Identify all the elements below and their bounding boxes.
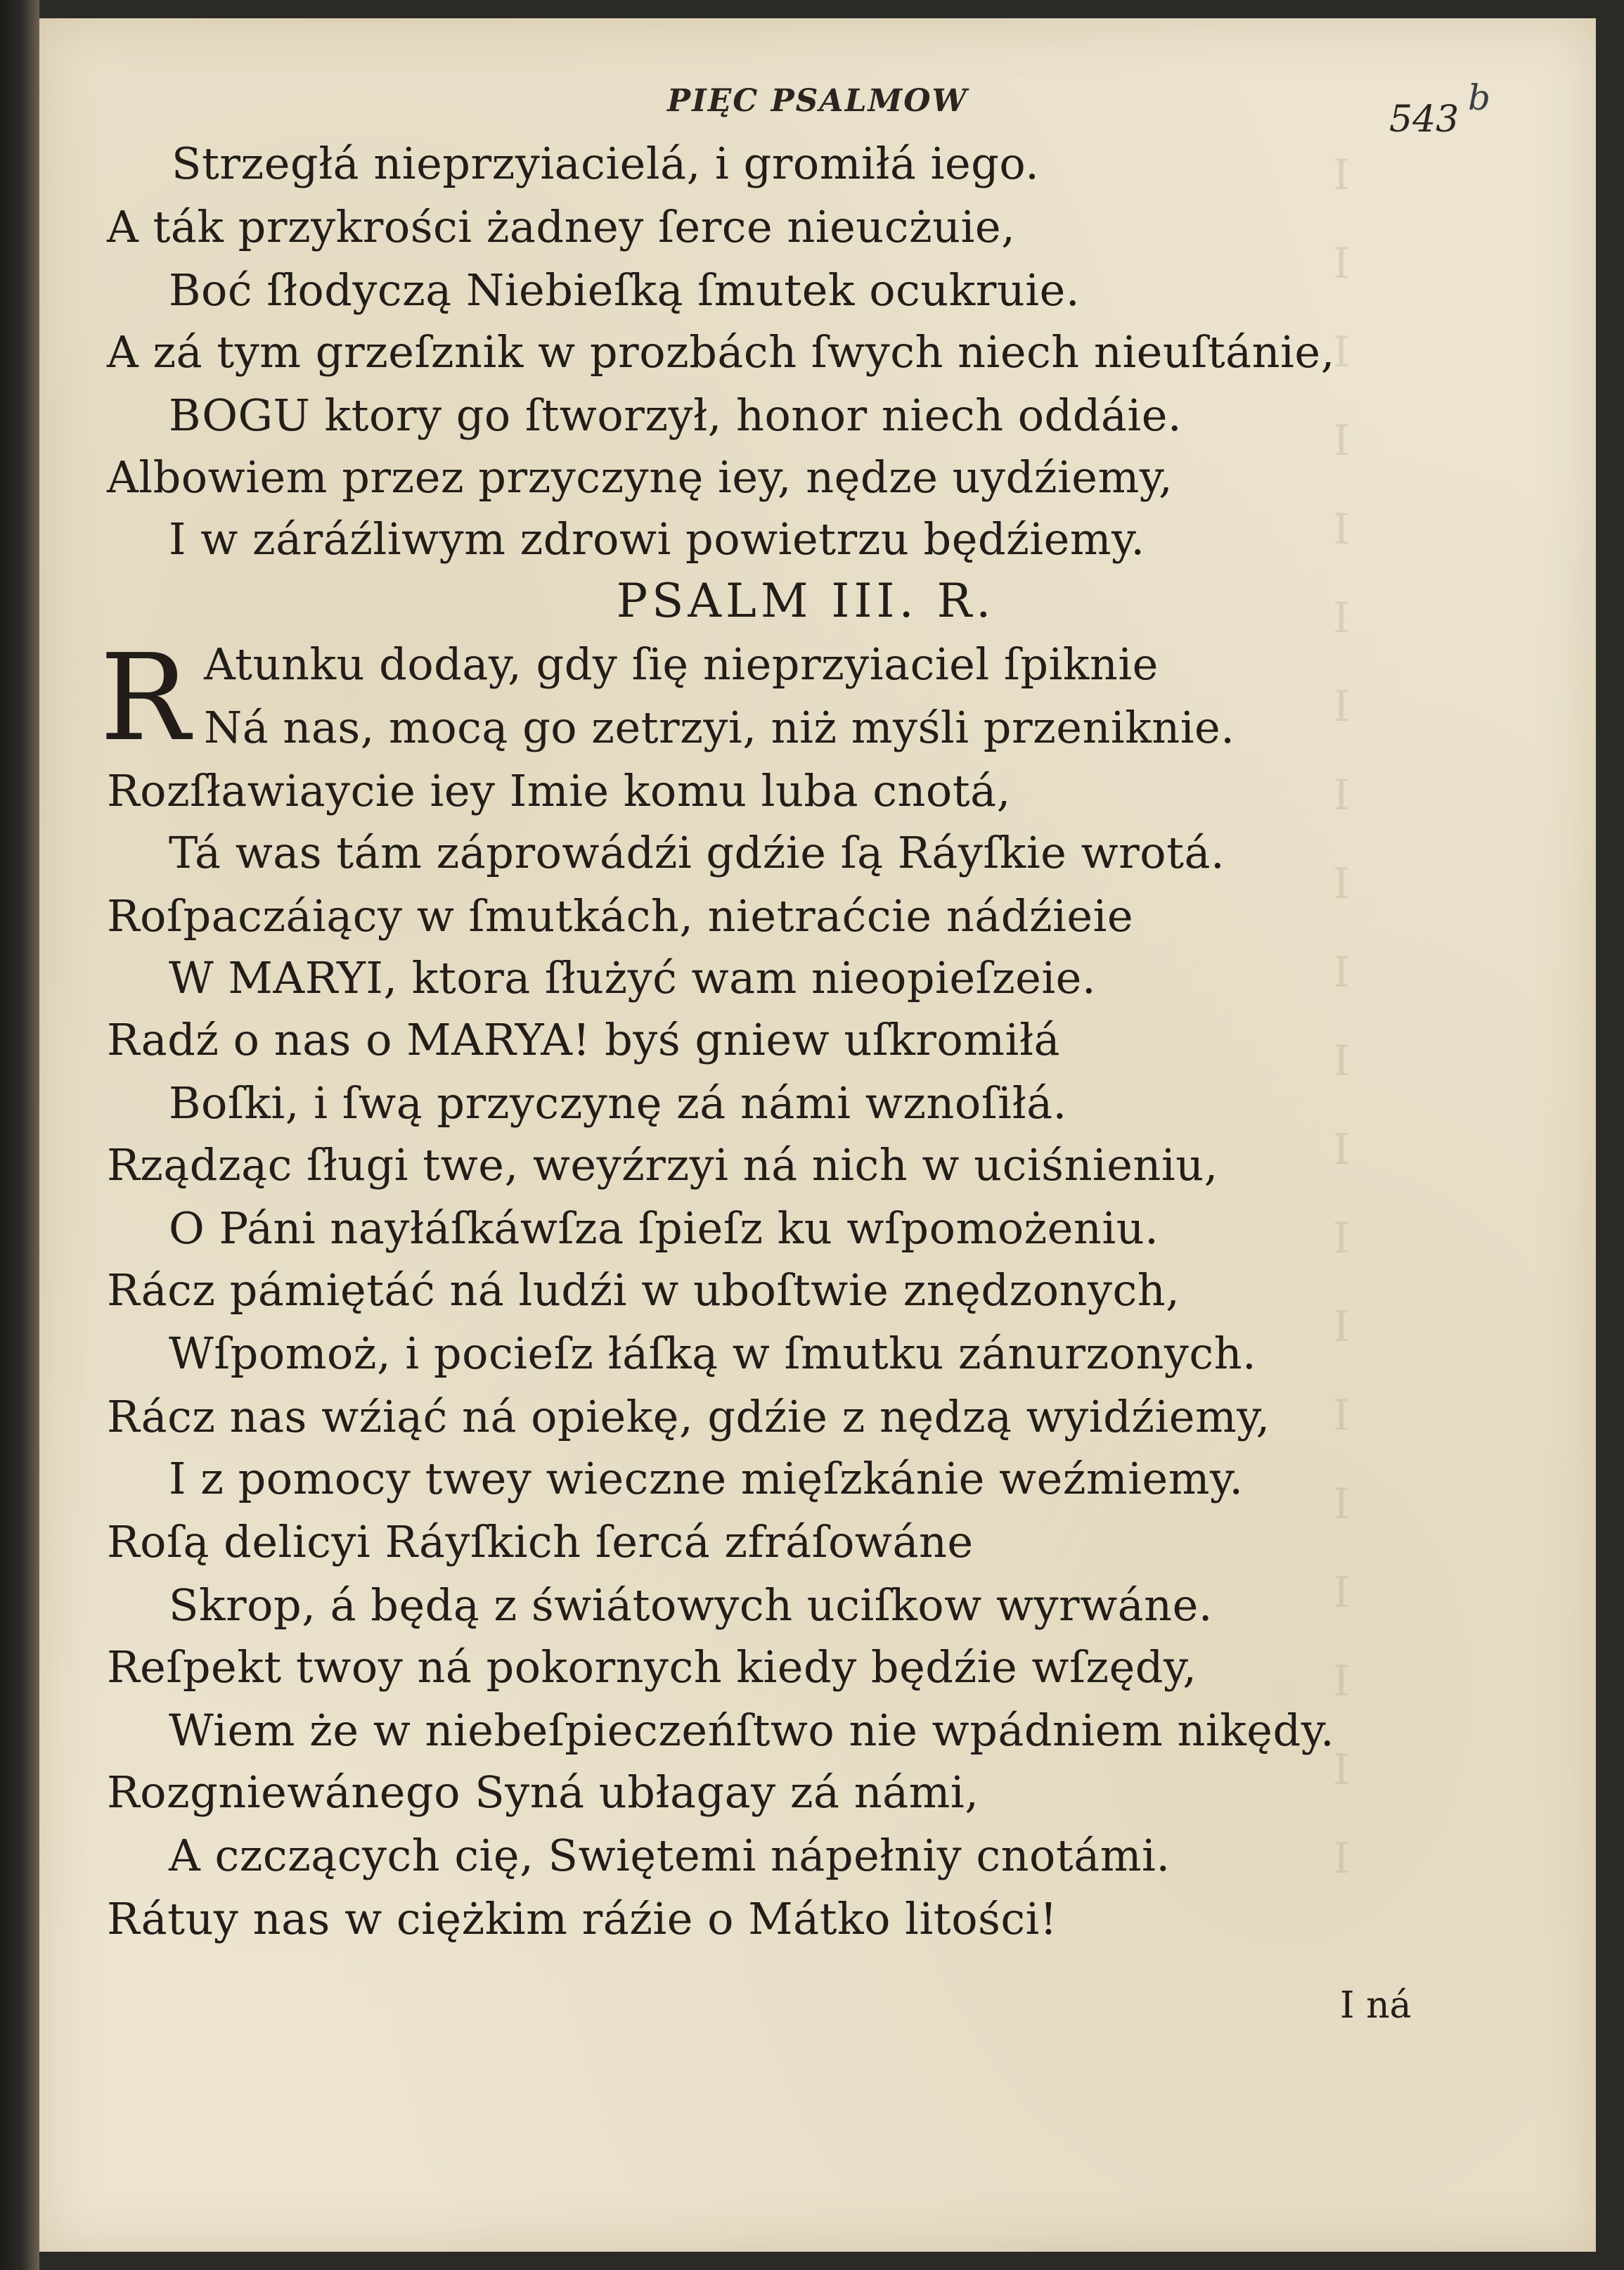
verse-line: Wſpomoż, i pocieſz łáſką w ſmutku zánurzonych.: [169, 1328, 1257, 1379]
bleed-through-text: I I I I I I I I I I I I I I I I I I I I: [1333, 150, 1350, 1883]
verse-line: Ná nas, mocą go zetrzyi, niż myśli przeniknie.: [204, 702, 1235, 753]
verse-line: A ták przykrości żadney ſerce nieucżuie,: [107, 201, 1016, 252]
verse-line: Tá was tám záprowádźi gdźie ſą Ráyſkie wrotá.: [169, 827, 1225, 878]
verse-line: W MARYI, ktora ſłużyć wam nieopieſzeie.: [169, 952, 1097, 1003]
verse-line: Skrop, á będą z świátowych uciſkow wyrwáne.: [169, 1579, 1213, 1631]
catchword: I ná: [1340, 1984, 1412, 2027]
book-page: [39, 18, 1596, 2252]
verse-line: O Páni nayłáſkáwſza ſpieſz ku wſpomożeniu.: [169, 1203, 1159, 1254]
verse-line: Roſą delicyi Ráyſkich ſercá zfráſowáne: [107, 1516, 974, 1567]
verse-line: Rátuy nas w ciężkim ráźie o Mátko litości!: [107, 1893, 1058, 1944]
running-head: PIĘC PSALMOW: [667, 83, 968, 119]
verse-line: Wiem że w niebeſpieczeńſtwo nie wpádniem nikędy.: [169, 1705, 1335, 1756]
verse-line: BOGU ktory go ſtworzył, honor niech oddáie.: [169, 390, 1182, 441]
verse-line: A czczących cię, Swiętemi nápełniy cnotámi.: [169, 1830, 1171, 1881]
verse-line: I z pomocy twey wieczne mięſzkánie weźmiemy.: [169, 1453, 1244, 1504]
verse-line: Boſki, i ſwą przyczynę zá námi wznoſiłá.: [169, 1077, 1067, 1129]
verse-line: Rozgniewánego Syná ubłagay zá námi,: [107, 1766, 979, 1818]
verse-line: I w záráźliwym zdrowi powietrzu będźiemy.: [169, 513, 1145, 565]
psalm-heading: PSALM III. R.: [616, 574, 995, 628]
verse-line: Boć ſłodyczą Niebieſką ſmutek ocukruie.: [169, 264, 1081, 316]
verse-line: Albowiem przez przyczynę iey, nędze uydźiemy,: [107, 451, 1173, 503]
verse-line: Reſpekt twoy ná pokornych kiedy będźie wſzędy,: [107, 1641, 1197, 1693]
verse-line: Atunku doday, gdy ſię nieprzyiaciel ſpiknie: [204, 639, 1159, 690]
drop-cap: R: [100, 629, 190, 768]
verse-line: Rządząc ſługi twe, weyźrzyi ná nich w uciśnieniu,: [107, 1139, 1218, 1191]
verse-line: Rácz nas wźiąć ná opiekę, gdźie z nędzą wyidźiemy,: [107, 1391, 1270, 1442]
verse-line: Roſpaczáiący w ſmutkách, nietraćcie nádźieie: [107, 890, 1134, 942]
verse-line: Strzegłá nieprzyiacielá, i gromiłá iego.: [172, 138, 1040, 189]
page-number: 543: [1389, 98, 1459, 141]
verse-line: Rácz pámiętáć ná ludźi w uboſtwie znędzonych,: [107, 1264, 1180, 1316]
verse-line: Rozſławiaycie iey Imie komu luba cnotá,: [107, 765, 1011, 816]
verse-line: Radź o nas o MARYA! byś gniew uſkromiłá: [107, 1014, 1060, 1065]
book-gutter-edge: [0, 0, 39, 2270]
pencil-annotation: b: [1468, 77, 1491, 118]
verse-line: A zá tym grzeſznik w prozbách ſwych niech nieuſtánie,: [107, 326, 1335, 378]
